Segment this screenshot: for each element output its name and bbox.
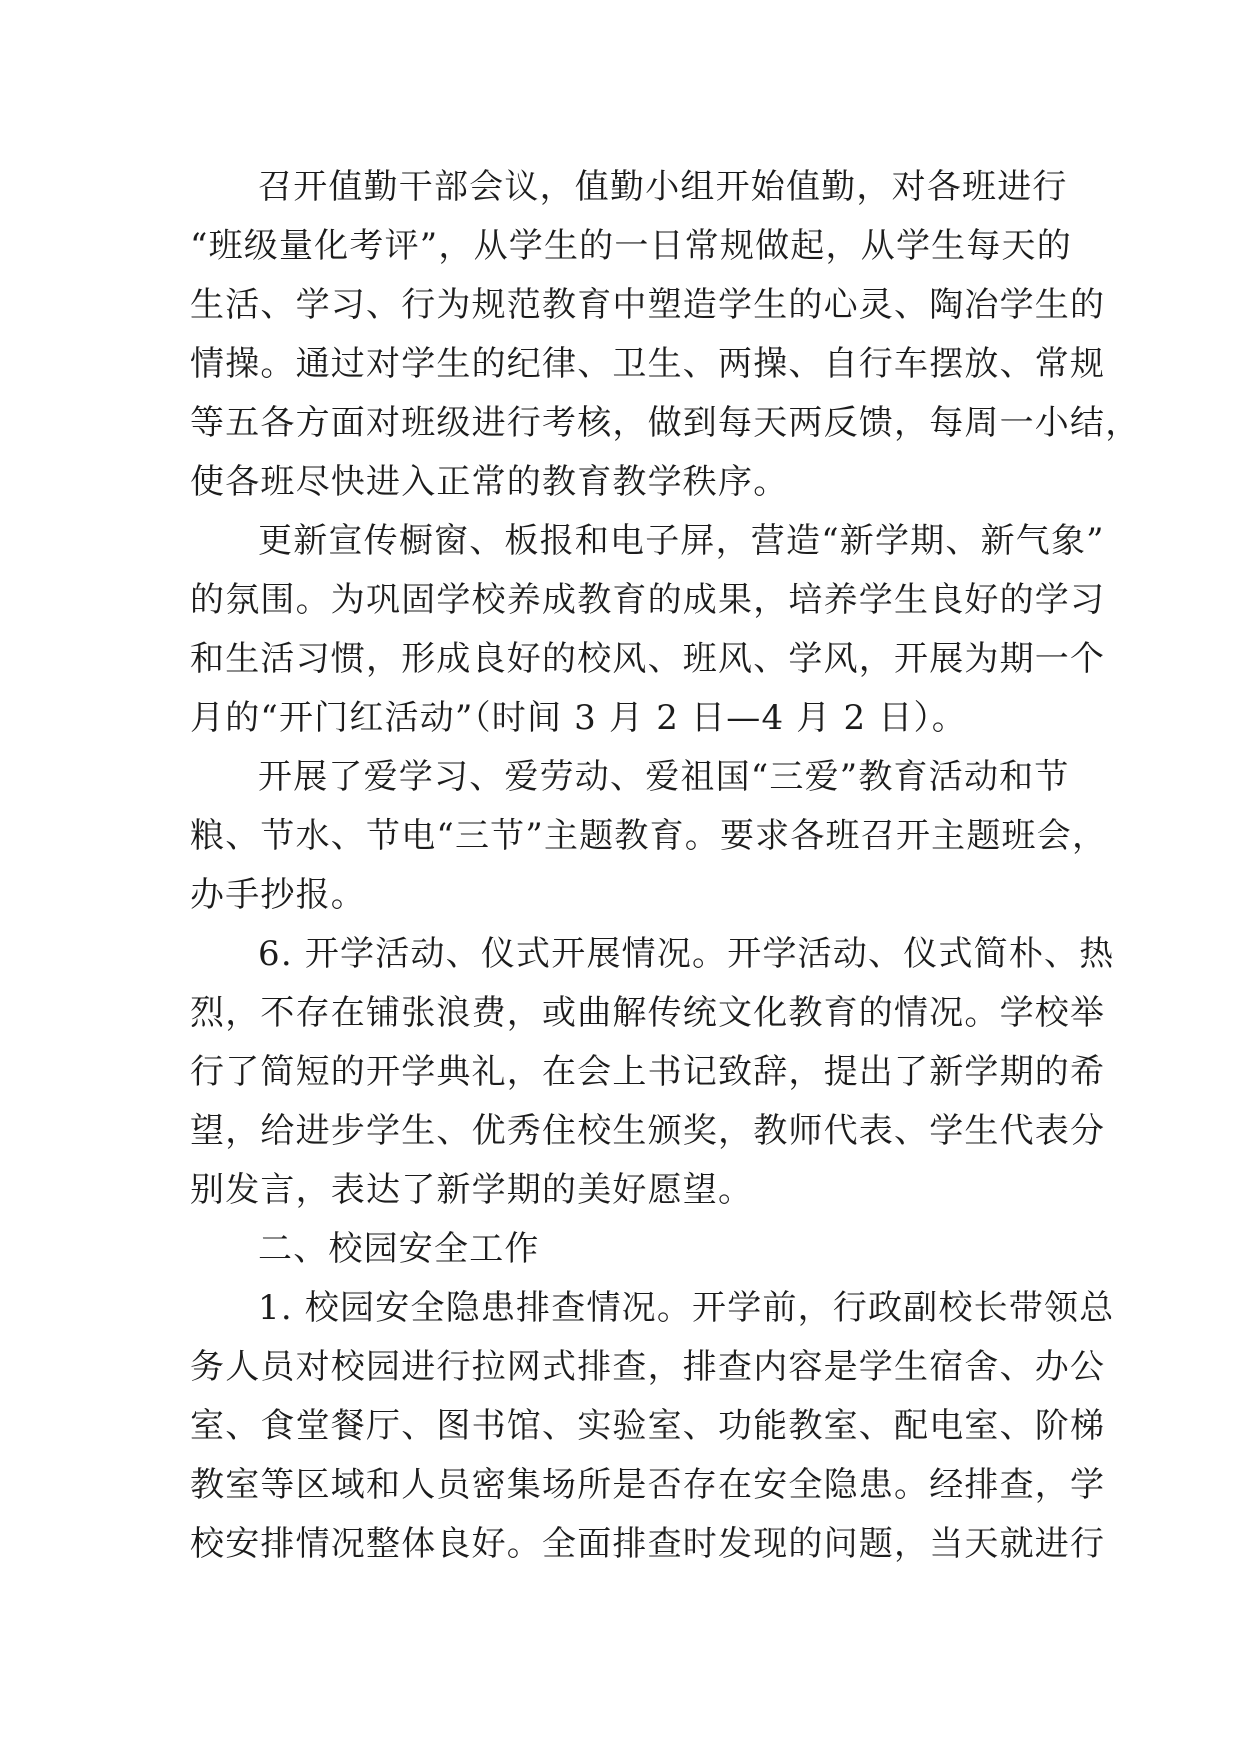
text-line: 行了简短的开学典礼，在会上书记致辞，提出了新学期的希 [190, 1052, 1106, 1092]
text-line: 烈，不存在铺张浪费，或曲解传统文化教育的情况。学校举 [190, 993, 1106, 1033]
text-line: “班级量化考评”，从学生的一日常规做起，从学生每天的 [190, 226, 1072, 266]
text-line: 情操。通过对学生的纪律、卫生、两操、自行车摆放、常规 [190, 344, 1106, 384]
text-line: 室、食堂餐厅、图书馆、实验室、功能教室、配电室、阶梯 [190, 1406, 1106, 1446]
section-heading-campus-safety [190, 1220, 1052, 1279]
text-line: 生活、学习、行为规范教育中塑造学生的心灵、陶冶学生的 [190, 285, 1106, 325]
text-line: 1. 校园安全隐患排查情况。开学前，行政副校长带领总 [258, 1288, 1115, 1328]
text-line: 开展了爱学习、爱劳动、爱祖国“三爱”教育活动和节 [258, 757, 1070, 797]
text-line: 使各班尽快进入正常的教育教学秩序。 [190, 462, 789, 502]
text-line: 粮、节水、节电“三节”主题教育。要求各班召开主题班会， [190, 816, 1108, 856]
paragraph-opening-ceremony [190, 925, 1115, 1220]
text-line: 办手抄报。 [190, 875, 366, 915]
text-line: 的氛围。为巩固学校养成教育的成果，培养学生良好的学习 [190, 580, 1106, 620]
section-heading: 二、校园安全工作 [258, 1229, 540, 1269]
paragraph-duty-meeting [190, 158, 1141, 512]
text-line: 等五各方面对班级进行考核，做到每天两反馈，每周一小结， [190, 403, 1141, 443]
paragraph-safety-inspection [190, 1279, 1115, 1574]
text-line: 6. 开学活动、仪式开展情况。开学活动、仪式简朴、热 [258, 934, 1115, 974]
text-line: 校安排情况整体良好。全面排查时发现的问题，当天就进行 [190, 1524, 1106, 1564]
text-line: 和生活习惯，形成良好的校风、班风、学风，开展为期一个 [190, 639, 1106, 679]
text-line: 召开值勤干部会议，值勤小组开始值勤，对各班进行 [258, 167, 1068, 207]
text-line: 务人员对校园进行拉网式排查，排查内容是学生宿舍、办公 [190, 1347, 1106, 1387]
text-line: 望，给进步学生、优秀住校生颁奖，教师代表、学生代表分 [190, 1111, 1106, 1151]
text-line: 别发言，表达了新学期的美好愿望。 [190, 1170, 754, 1210]
text-line: 教室等区域和人员密集场所是否存在安全隐患。经排查，学 [190, 1465, 1106, 1505]
text-line: 更新宣传橱窗、板报和电子屏，营造“新学期、新气象” [258, 521, 1105, 561]
paragraph-publicity-update [190, 512, 1106, 748]
text-line: 月的“开门红活动”（时间 3 月 2 日—4 月 2 日）。 [190, 698, 967, 738]
paragraph-three-loves [190, 748, 1108, 925]
document-body [190, 158, 1141, 1574]
